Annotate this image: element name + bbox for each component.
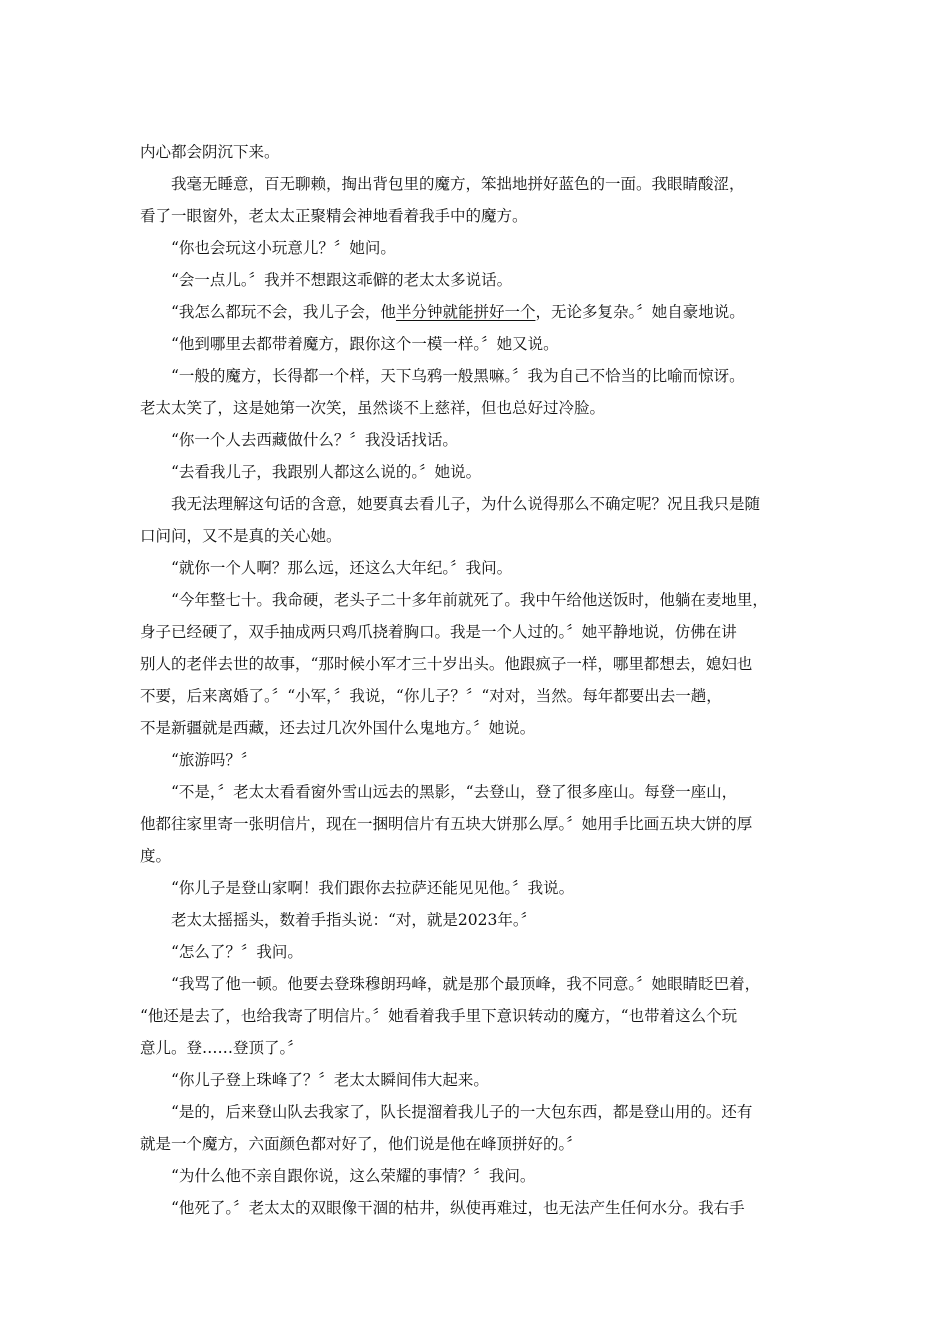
text-line: “会一点儿。〞我并不想跟这乖僻的老太太多说话。 [171, 271, 513, 289]
text-line: 别人的老伴去世的故事，“那时候小军才三十岁出头。他跟疯子一样，哪里都想去，媳妇也 [140, 655, 753, 673]
text-line: 老太太摇摇头，数着手指头说：“对，就是2023年。〞 [171, 911, 537, 929]
text-line: “一般的魔方，长得都一个样，天下乌鸦一般黑嘛。〞我为自己不恰当的比喻而惊讶。 [171, 367, 745, 385]
text-line: “你一个人去西藏做什么？〞我没话找话。 [171, 431, 458, 449]
text-line: “你儿子登上珠峰了？〞老太太瞬间伟大起来。 [171, 1071, 489, 1089]
text-line: 他都往家里寄一张明信片，现在一捆明信片有五块大饼那么厚。〞她用手比画五块大饼的厚 [140, 815, 753, 833]
text-line: 不要，后来离婚了。〞“小军，〞我说，“你儿子？〞“对对，当然。每年都要出去一趟， [140, 687, 722, 705]
text-line: “去看我儿子，我跟别人都这么说的。〞她说。 [171, 463, 482, 481]
text-line: “怎么了？〞我问。 [171, 943, 303, 961]
text-segment: “我怎么都玩不会，我儿子会，他 [171, 303, 396, 321]
text-line: “他死了。〞老太太的双眼像干涸的枯井，纵使再难过，也无法产生任何水分。我右手 [171, 1199, 745, 1217]
text-line: 就是一个魔方，六面颜色都对好了，他们说是他在峰顶拼好的。〞 [140, 1135, 582, 1153]
text-line: 内心都会阴沉下来。 [140, 143, 280, 161]
text-line: 我无法理解这句话的含意，她要真去看儿子，为什么说得那么不确定呢？况且我只是随 [171, 495, 761, 513]
underlined-phrase: 半分钟就能拼好一个 [395, 303, 536, 321]
text-line: 口问问，又不是真的关心她。 [140, 527, 342, 545]
text-line: 身子已经硬了，双手抽成两只鸡爪挠着胸口。我是一个人过的。〞她平静地说，仿佛在讲 [140, 623, 737, 641]
text-line: “今年整七十。我命硬，老头子二十多年前就死了。我中午给他送饭时，他躺在麦地里， [171, 591, 768, 609]
text-line: “你也会玩这小玩意儿？〞她问。 [171, 239, 396, 257]
text-line: “就你一个人啊？那么远，还这么大年纪。〞我问。 [171, 559, 513, 577]
text-line: “是的，后来登山队去我家了，队长提溜着我儿子的一大包东西，都是登山用的。还有 [171, 1103, 753, 1121]
text-line: “旅游吗？〞 [171, 751, 257, 769]
text-line: 意儿。登……登顶了。〞 [140, 1039, 303, 1057]
text-line: 度。 [140, 847, 172, 865]
text-line: 老太太笑了，这是她第一次笑，虽然谈不上慈祥，但也总好过冷脸。 [140, 399, 606, 417]
text-line: 我毫无睡意，百无聊赖，掏出背包里的魔方，笨拙地拼好蓝色的一面。我眼睛酸涩， [171, 175, 745, 193]
text-line: 不是新疆就是西藏，还去过几次外国什么鬼地方。〞她说。 [140, 719, 536, 737]
text-line: “不是，〞老太太看看窗外雪山远去的黑影，“去登山，登了很多座山。每登一座山， [171, 783, 738, 801]
text-line: “我骂了他一顿。他要去登珠穆朗玛峰，就是那个最顶峰，我不同意。〞她眼睛眨巴着， [171, 975, 761, 993]
text-line: “他到哪里去都带着魔方，跟你这个一模一样。〞她又说。 [171, 335, 559, 353]
text-line [140, 296, 820, 328]
text-line: “他还是去了，也给我寄了明信片。〞她看着我手里下意识转动的魔方，“也带着这么个玩 [140, 1007, 738, 1025]
text-segment: ，无论多复杂。〞她自豪地说。 [535, 303, 745, 321]
text-line: 看了一眼窗外，老太太正聚精会神地看着我手中的魔方。 [140, 207, 528, 225]
text-line: “为什么他不亲自跟你说，这么荣耀的事情？〞我问。 [171, 1167, 536, 1185]
text-line: “你儿子是登山家啊！我们跟你去拉萨还能见见他。〞我说。 [171, 879, 575, 897]
